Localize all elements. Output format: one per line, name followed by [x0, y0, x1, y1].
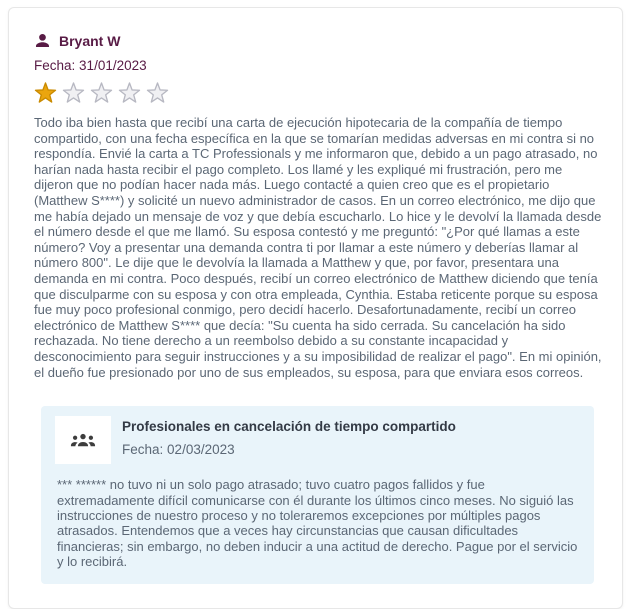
reply-body: *** ****** no tuvo ni un solo pago atrasado; tuvo cuatro pagos fallidos y fue extremadamente difícil comunicarse con él durante los últimos cinco meses. No siguió las instrucciones de nuestro proceso y no toleraremos excepciones por múltiples pagos atrasados. Entendemos que a veces hay circunstancias que causan dificultades financieras; sin embargo, no deben inducir a una actitud de derecho. Pague por el servicio y lo recibirá.	[57, 477, 578, 570]
reviewer-name: Bryant W	[59, 32, 121, 49]
company-name: Profesionales en cancelación de tiempo compartido	[122, 419, 456, 435]
star-filled-icon	[34, 82, 57, 105]
company-reply-panel	[41, 406, 594, 583]
star-empty-icon	[90, 82, 113, 105]
star-empty-icon	[146, 82, 169, 105]
review-card	[8, 7, 623, 609]
star-empty-icon	[118, 82, 141, 105]
review-body: Todo iba bien hasta que recibí una carta de ejecución hipotecaria de la compañía de tiempo compartido, con una fecha específica en la que se tomarían medidas adversas en mi contra si no respondía. Envié la carta a TC Professionals y me informaron que, debido a un pago atrasado, no harían nada hasta recibir el pago completo. Los llamé y les expliqué mi frustración, pero me dijeron que no podían hacer nada más. Luego contacté a quien creo que es el propietario (Matthew S****) y solicité un nuevo administrador de casos. En un correo electrónico, me dijo que me había dejado un mensaje de voz y que debía escucharlo. Lo hice y le devolví la llamada desde el número desde el que me llamó. Su esposa contestó y me preguntó: "¿Por qué llamas a este número? Voy a presentar una demanda contra ti por llamar a este número y deberías llamar al número 800". Le dije que le devolvía la llamada a Matthew y que, por favor, presentara una demanda en mi contra. Poco después, recibí un correo electrónico de Matthew diciendo que tenía que disculparme con su esposa y con otra empleada, Cynthia. Estaba reticente porque su esposa fue muy poco profesional conmigo, pero decidí hacerlo. Desafortunadamente, recibí un correo electrónico de Matthew S**** que decía: "Su cuenta ha sido cerrada. Su cancelación ha sido rechazada. No tiene derecho a un reembolso debido a su constante incapacidad y desconocimiento para seguir instrucciones y a su imposibilidad de realizar el pago". En mi opinión, el dueño fue presionado por uno de sus empleados, su esposa, para que enviara esos correos.	[34, 115, 602, 380]
reply-date	[122, 442, 456, 457]
reply-date-value: 02/03/2023	[167, 442, 235, 458]
review-date-value: 31/01/2023	[79, 58, 147, 73]
star-empty-icon	[62, 82, 85, 105]
reply-date-label: Fecha:	[122, 442, 164, 458]
person-icon	[34, 32, 51, 49]
star-rating	[34, 82, 598, 105]
reply-meta	[122, 416, 456, 457]
review-date-label: Fecha:	[34, 58, 76, 73]
group-icon	[70, 432, 96, 449]
review-header	[34, 32, 598, 49]
company-logo-box	[55, 416, 111, 464]
review-date	[34, 58, 598, 73]
reply-header	[55, 416, 576, 464]
